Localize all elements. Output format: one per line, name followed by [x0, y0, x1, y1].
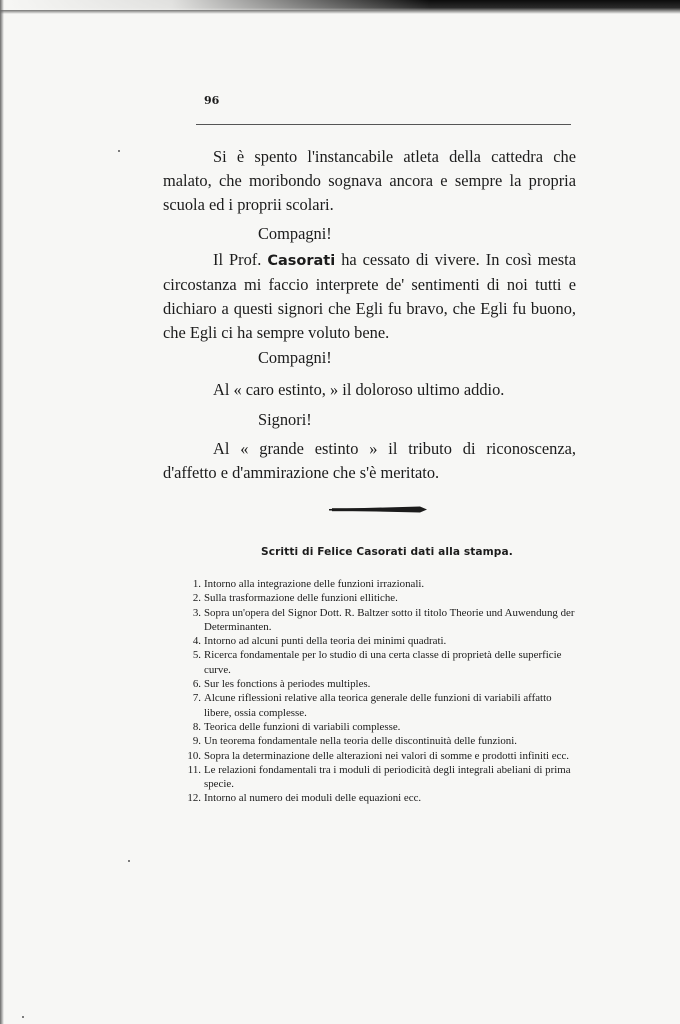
writing-item-text: Alcune riflessioni relative alla teorica generale delle funzioni di variabili affatto libere, ossia complesse. [204, 692, 552, 719]
scan-speck [118, 150, 120, 152]
writing-item-number: 12. [187, 792, 201, 805]
writing-item-text: Le relazioni fondamentali tra i moduli di periodicità degli integrali abeliani di prima specie. [204, 763, 571, 791]
writing-item [0, 691, 575, 720]
writing-item [0, 648, 575, 677]
page-number: 96 [204, 94, 220, 107]
speech-paragraph-2-rest: ha cessato di vivere. In così mesta circostanza mi faccio interprete de' sentimenti di noi tutti e dichiaro a questi signori che Egli fu bravo, che Egli fu buono, che Egli ci ha sempre voluto bene. [163, 250, 576, 342]
scan-left-edge [0, 0, 4, 1024]
writing-item [0, 791, 575, 805]
speech-heading-3: Signori! [258, 410, 312, 429]
writing-item-text: Sulla trasformazione delle funzioni ellitiche. [204, 592, 398, 605]
writing-item-number: 2. [192, 592, 201, 605]
writing-item-number: 11. [187, 763, 201, 776]
speech-paragraph-2-start: Il Prof. [213, 250, 262, 269]
writing-item-text: Ricerca fondamentale per lo studio di una certa classe di proprietà delle superficie curve. [204, 649, 562, 676]
writing-item-number: 9. [192, 735, 201, 748]
writing-item-text: Un teorema fondamentale nella teoria delle discontinuità delle funzioni. [204, 735, 517, 748]
speech-paragraph-3: Al « caro estinto, » il doloroso ultimo addio. [213, 380, 505, 399]
writing-item-text: Sur les fonctions à periodes multiples. [204, 678, 371, 691]
writing-item [0, 720, 575, 734]
scan-top-shadow-fade [0, 0, 430, 10]
writing-item-text: Sopra un'opera del Signor Dott. R. Baltzer sotto il titolo Theorie und Auwendung der Determinanten. [204, 606, 575, 633]
speech-paragraph-1: Si è spento l'instancabile atleta della cattedra che malato, che moribondo sognava ancora e sempre la propria scuola ed i proprii scolari. [163, 147, 576, 214]
writing-item [0, 734, 575, 748]
writing-item-number: 4. [192, 635, 201, 648]
writing-item-text: Sopra la determinazione delle alterazioni nei valori di somme e prodotti infiniti ecc. [204, 749, 570, 762]
writing-item [0, 577, 575, 591]
speech-paragraph-4: Al « grande estinto » il tributo di riconoscenza, d'affetto e d'ammirazione che s'è meritato. [163, 439, 576, 482]
writing-item-number: 10. [187, 749, 201, 762]
writing-item-number: 1. [192, 578, 201, 590]
writing-item-number: 5. [192, 649, 201, 662]
casorati-name: Casorati [267, 253, 336, 269]
speech-heading-1: Compagni! [258, 224, 332, 243]
writing-item [0, 634, 575, 648]
scan-speck [128, 860, 130, 862]
section-ornament-icon [328, 503, 428, 517]
writings-list-title: Scritti di Felice Casorati dati alla stampa. [261, 546, 513, 558]
writing-item-number: 3. [192, 606, 201, 619]
writing-item-text: Intorno al numero dei moduli delle equazioni ecc. [204, 792, 422, 805]
writing-item [0, 591, 575, 605]
writing-item-number: 7. [192, 692, 201, 705]
scan-speck [22, 1016, 24, 1018]
writing-item-number: 8. [192, 720, 201, 733]
writings-list [0, 577, 680, 806]
header-rule [196, 124, 571, 125]
writing-item [0, 749, 575, 763]
speech-heading-2: Compagni! [258, 348, 332, 367]
writing-item [0, 606, 575, 635]
writing-item-text: Teorica delle funzioni di variabili complesse. [204, 720, 401, 733]
speech-paragraph-2 [163, 248, 576, 345]
writing-item-text: Intorno alla integrazione delle funzioni irrazionali. [204, 578, 425, 590]
writing-item [0, 763, 575, 792]
writing-item [0, 677, 575, 691]
writing-item-text: Intorno ad alcuni punti della teoria dei minimi quadrati. [204, 635, 447, 648]
writing-item-number: 6. [192, 678, 201, 691]
